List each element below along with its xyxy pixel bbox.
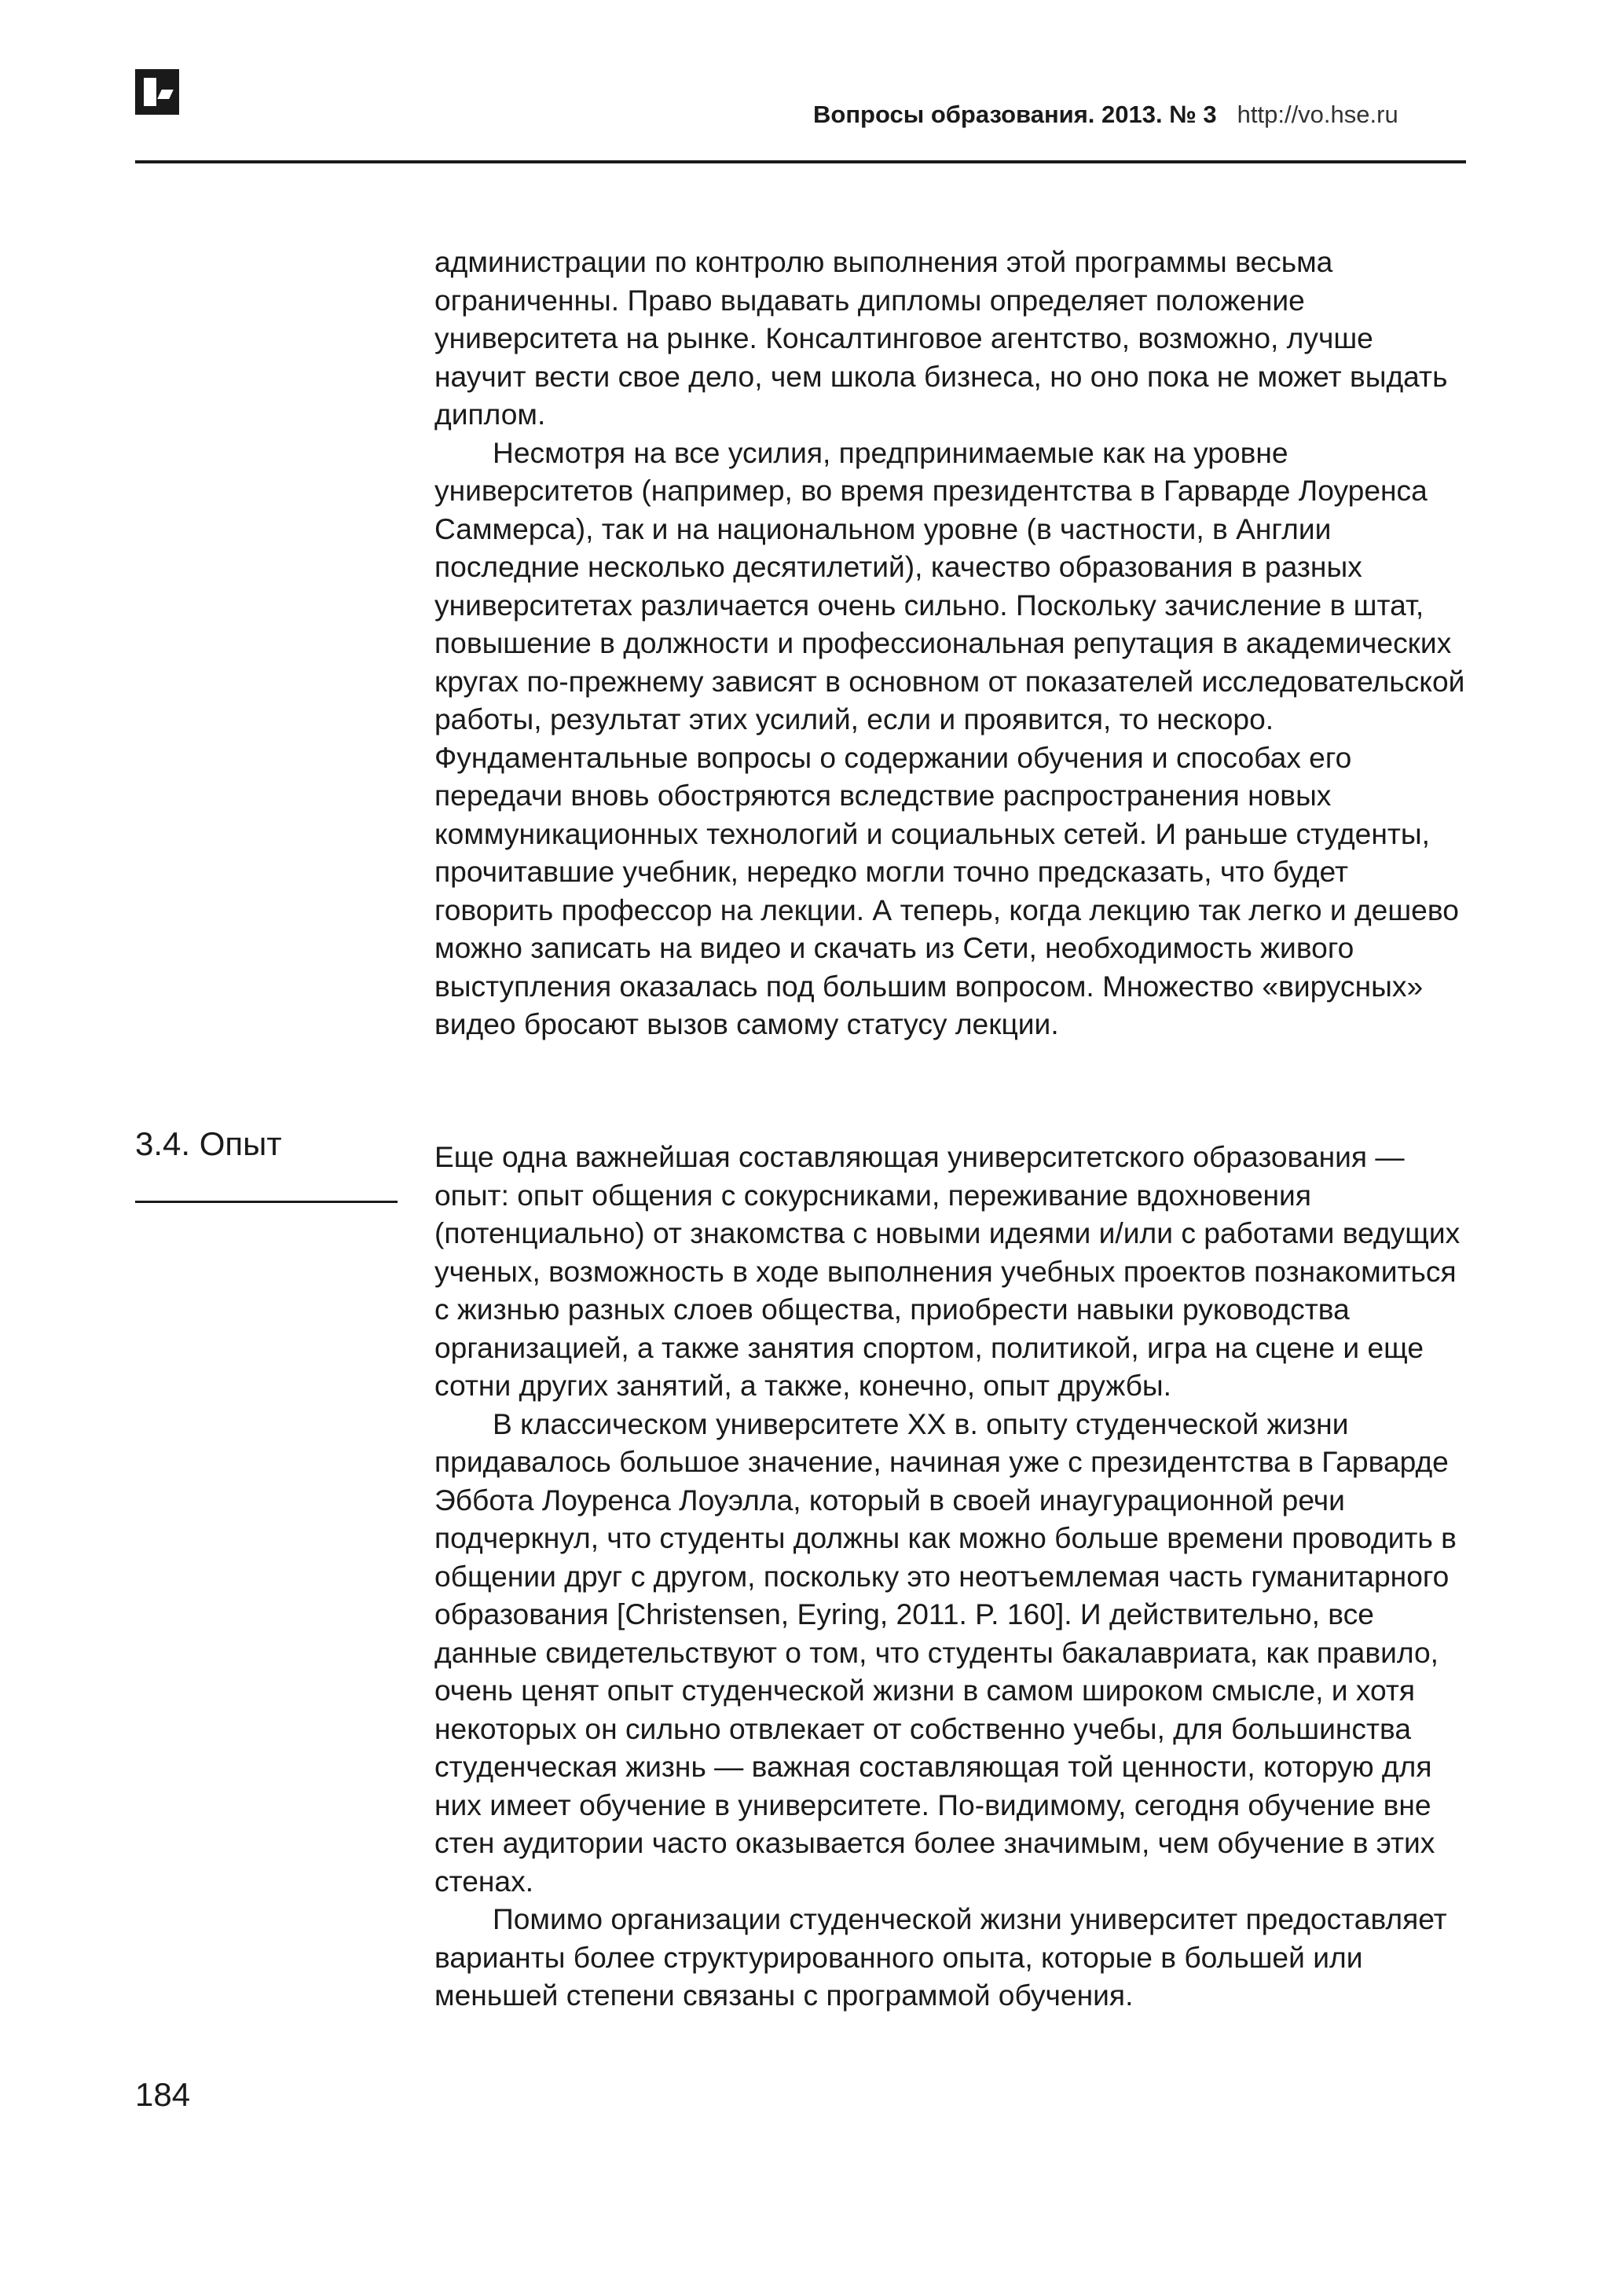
header-rule <box>135 160 1466 163</box>
paragraph: В классическом университете XX в. опыту студенческой жизни придавалось большое значение, начиная уже с президентства в Гарварде Эббота Лоуренса Лоуэлла, который в своей инаугурационной речи подчеркнул, что студенты должны как можно больше времени проводить в общении друг с другом, поскольку это неотъемлемая часть гуманитарного образования [Christensen, Eyring, 2011. P. 160]. И действительно, все данные свидетельствуют о том, что студенты бакалавриата, как правило, очень ценят опыт студенческой жизни в самом широком смысле, и хотя некоторых он сильно отвлекает от собственно учебы, для большинства студенческая жизнь — важная составляющая той ценности, которую для них имеет обучение в университете. По-видимому, сегодня обучение вне стен аудитории часто оказывается более значимым, чем обучение в этих стенах. <box>434 1407 1457 1898</box>
journal-title: Вопросы образования. 2013. № 3 <box>813 101 1217 128</box>
section-heading: 3.4. Опыт <box>135 1125 282 1162</box>
paragraph: Несмотря на все усилия, предпринимаемые как на уровне университетов (например, во время президентства в Гарварде Лоуренса Саммерса), так и на национальном уровне (в частности, в Англии последние несколько десятилетий), качество образования в разных университетах различается очень сильно. Поскольку зачисление в штат, повышение в должности и профессиональная репутация в академических кругах по-прежнему зависят в основном от показателей исследовательской работы, результат этих усилий, если и проявится, то нескоро. Фундаментальные вопросы о содержании обучения и способах его передачи вновь обостряются вследствие распространения новых коммуникационных технологий и социальных сетей. И раньше студенты, прочитавшие учебник, нередко могли точно предсказать, что будет говорить профессор на лекции. А теперь, когда лекцию так легко и дешево можно записать на видео и скачать из Сети, необходимость живого выступления оказалась под большим вопросом. Множество «вирусных» видео бросают вызов самому статусу лекции. <box>434 435 1465 1040</box>
paragraph: администрации по контролю выполнения этой программы весьма ограниченны. Право выдавать дипломы определяет положение университета на рынке. Консалтинговое агентство, возможно, лучше научит вести свое дело, чем школа бизнеса, но оно пока не может выдать диплом. <box>434 245 1448 431</box>
journal-logo <box>135 69 179 115</box>
section-body <box>434 1138 1466 2015</box>
section-heading-rule <box>135 1201 398 1203</box>
page-number: 184 <box>135 2076 191 2113</box>
paragraph: Помимо организации студенческой жизни университет предоставляет варианты более структурированного опыта, которые в большей или меньшей степени связаны с программой обучения. <box>434 1902 1447 2012</box>
running-header <box>813 101 1398 129</box>
paragraph: Еще одна важнейшая составляющая университетского образования — опыт: опыт общения с сокурсниками, переживание вдохновения (потенциально) от знакомства с новыми идеями и/или с работами ведущих ученых, возможность в ходе выполнения учебных проектов познакомиться с жизнью разных слоев общества, приобрести навыки руководства организацией, а также занятия спортом, политикой, игра на сцене и еще сотни других занятий, а также, конечно, опыт дружбы. <box>434 1140 1461 1402</box>
journal-url[interactable]: http://vo.hse.ru <box>1237 101 1398 128</box>
body-text-top <box>434 243 1466 1043</box>
